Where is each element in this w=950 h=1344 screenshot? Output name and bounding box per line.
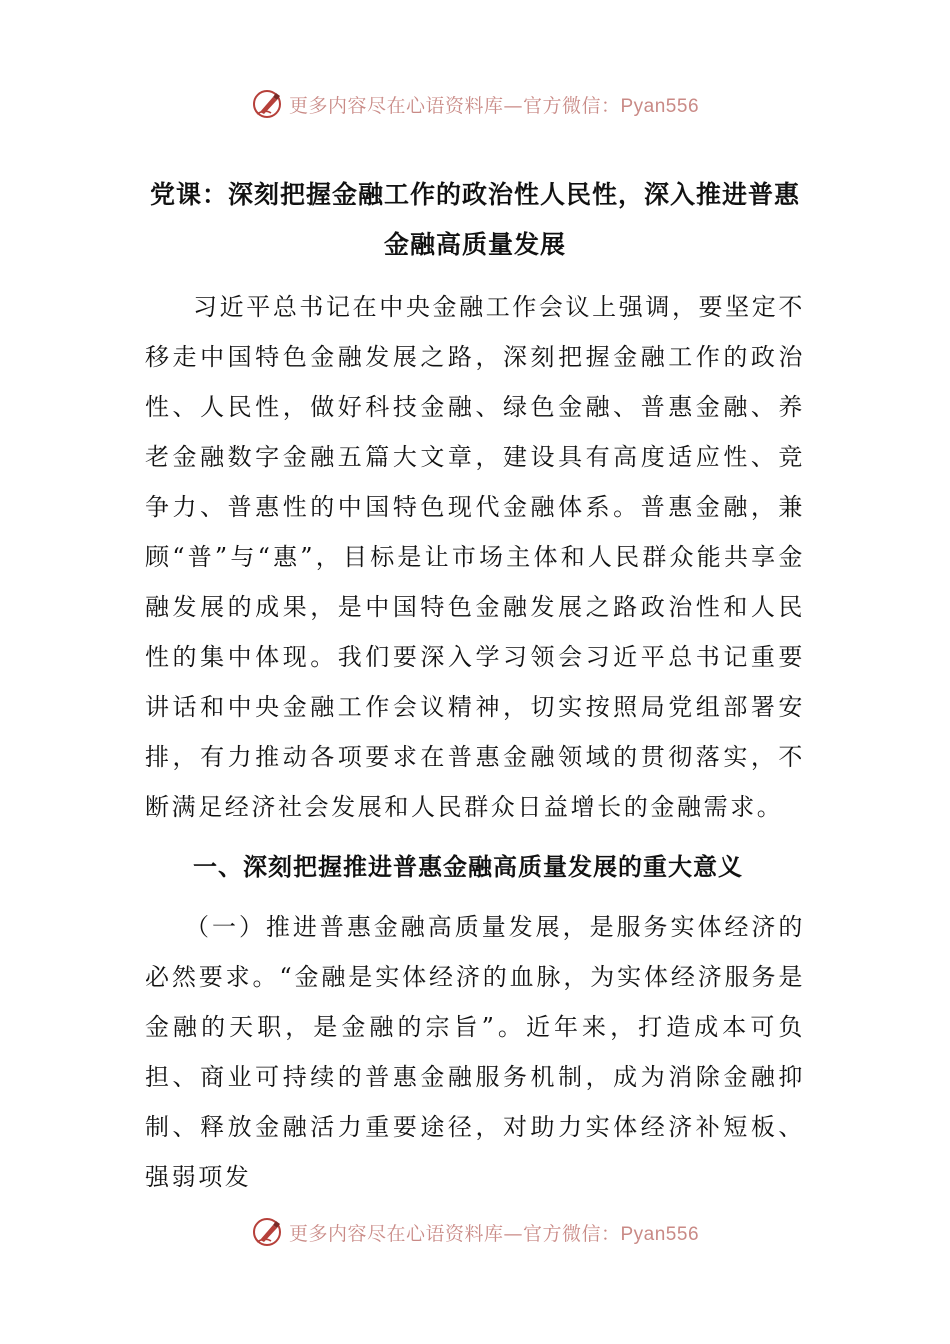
title-line-2: 金融高质量发展 [383,230,566,259]
watermark-text-cn: 更多内容尽在心语资料库—官方微信： [288,94,621,117]
watermark-text-cn: 更多内容尽在心语资料库—官方微信： [288,1222,621,1245]
watermark-text-en: Pyan556 [620,1223,700,1245]
title-line-1: 党课：深刻把握金融工作的政治性人民性，深入推进普惠 [149,180,800,209]
document-title [145,170,805,270]
watermark-header [0,82,950,126]
watermark-footer [0,1210,950,1254]
pen-logo-icon [251,87,285,121]
watermark-text [289,91,699,118]
paragraph-intro: 习近平总书记在中央金融工作会议上强调，要坚定不移走中国特色金融发展之路，深刻把握金融工作的政治性、人民性，做好科技金融、绿色金融、普惠金融、养老金融数字金融五篇大文章，建设具有高度适应性、竞争力、普惠性的中国特色现代金融体系。普惠金融，兼顾“普”与“惠”，目标是让市场主体和人民群众能共享金融发展的成果，是中国特色金融发展之路政治性和人民性的集中体现。我们要深入学习领会习近平总书记重要讲话和中央金融工作会议精神，切实按照局党组部署安排，有力推动各项要求在普惠金融领域的贯彻落实，不断满足经济社会发展和人民群众日益增长的金融需求。 [145,293,805,821]
watermark-text-en: Pyan556 [620,95,700,117]
watermark-text [289,1219,699,1246]
pen-logo-icon [251,1215,285,1249]
section-heading-1: 一、深刻把握推进普惠金融高质量发展的重大意义 [193,853,743,881]
paragraph-section-1-1: （一）推进普惠金融高质量发展，是服务实体经济的必然要求。“金融是实体经济的血脉，为实体经济服务是金融的天职，是金融的宗旨”。近年来，打造成本可负担、商业可持续的普惠金融服务机制，成为消除金融抑制、释放金融活力重要途径，对助力实体经济补短板、强弱项发 [145,913,805,1191]
